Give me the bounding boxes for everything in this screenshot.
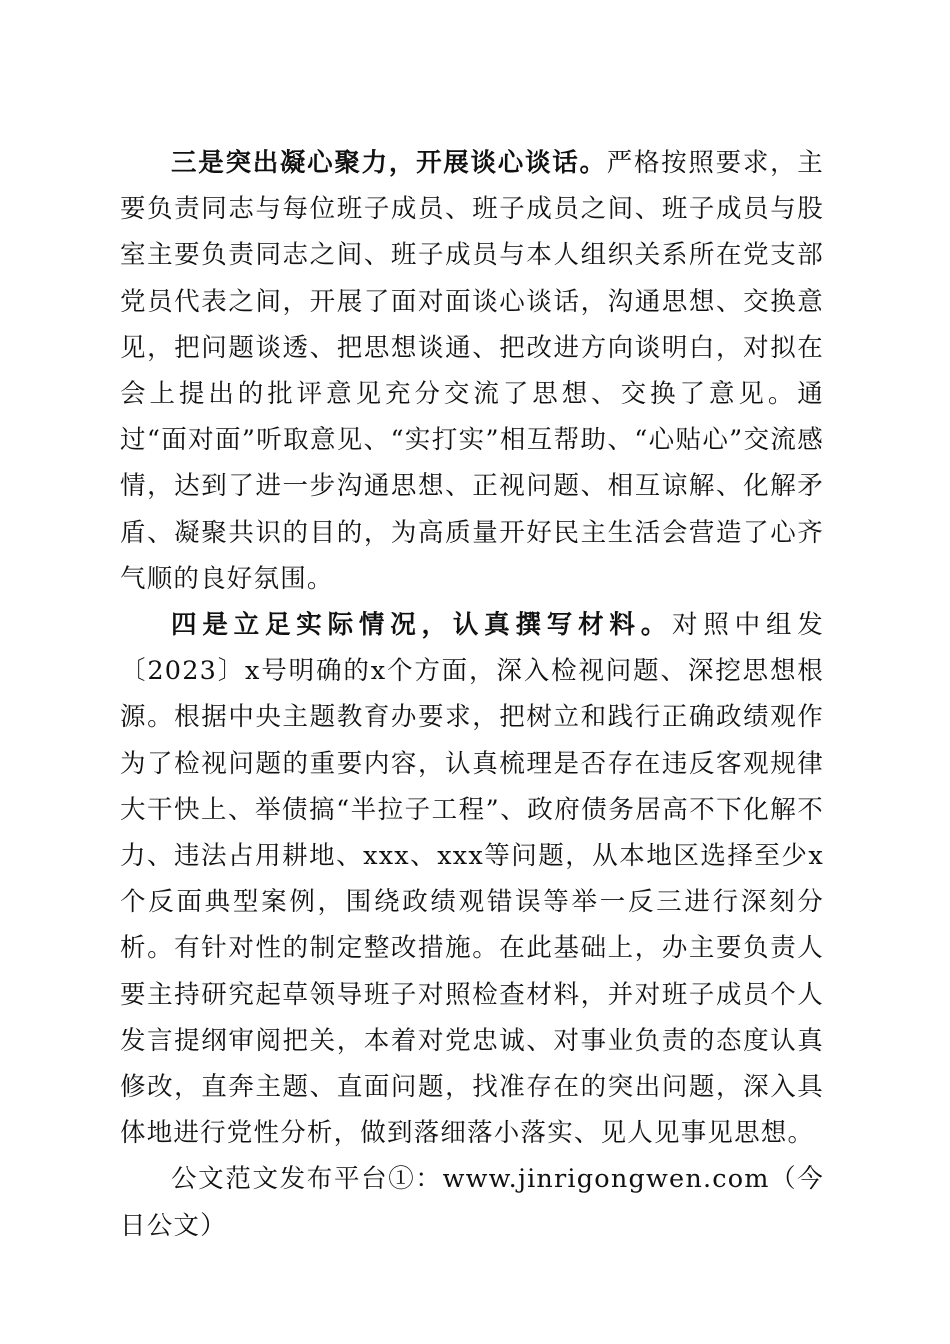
paragraph-materials bbox=[120, 602, 824, 1156]
document-page bbox=[120, 140, 824, 1249]
paragraph-heading: 四是立足实际情况，认真撰写材料。 bbox=[171, 610, 673, 641]
paragraph-body: 对照中组发〔2023〕x号明确的x个方面，深入检视问题、深挖思想根源。根据中央主题教育办要求，把树立和践行正确政绩观作为了检视问题的重要内容，认真梳理是否存在违反客观规律大干快上、举债搞“半拉子工程”、政府债务居高不下化解不力、违法占用耕地、xxx、xxx等问题，从本地区选择至少x个反面典型案例，围绕政绩观错误等举一反三进行深刻分析。有针对性的制定整改措施。在此基础上，办主要负责人要主持研究起草领导班子对照检查材料，并对班子成员个人发言提纲审阅把关，本着对党忠诚、对事业负责的态度认真修改，直奔主题、直面问题，找准存在的突出问题，深入具体地进行党性分析，做到落细落小落实、见人见事见思想。 bbox=[120, 610, 824, 1149]
paragraph-heading: 三是突出凝心聚力，开展谈心谈话。 bbox=[171, 148, 607, 178]
paragraph-body: 严格按照要求，主要负责同志与每位班子成员、班子成员之间、班子成员与股室主要负责同志之间、班子成员与本人组织关系所在党支部党员代表之间，开展了面对面谈心谈话，沟通思想、交换意见，把问题谈透、把思想谈通、把改进方向谈明白，对拟在会上提出的批评意见充分交流了思想、交换了意见。通过“面对面”听取意见、“实打实”相互帮助、“心贴心”交流感情，达到了进一步沟通思想、正视问题、相互谅解、化解矛盾、凝聚共识的目的，为高质量开好民主生活会营造了心齐气顺的良好氛围。 bbox=[120, 148, 824, 594]
paragraph-talks bbox=[120, 140, 824, 602]
source-footer: 公文范文发布平台①：www.jinrigongwen.com（今日公文） bbox=[120, 1164, 824, 1241]
